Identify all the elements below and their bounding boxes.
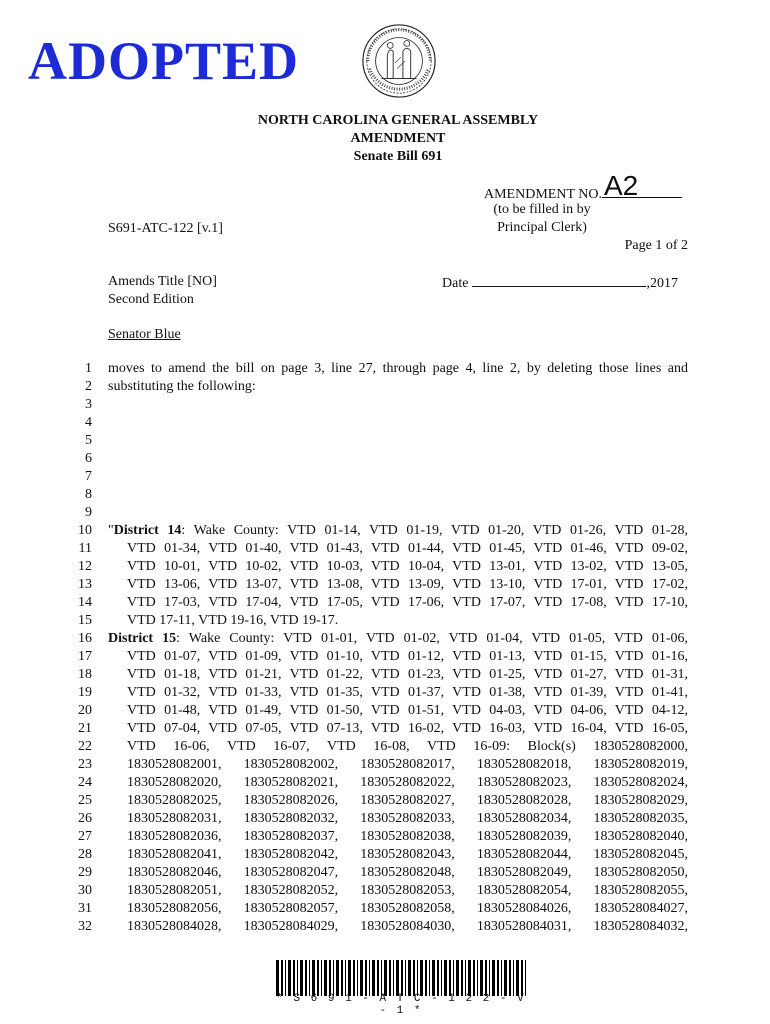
text-line-22: VTD 16-06, VTD 16-07, VTD 16-08, VTD 16-09: Block(s) 1830528082000, [127,739,688,754]
blank-line [108,450,688,468]
barcode-bar [489,960,490,996]
amendment-heading: AMENDMENT [350,131,446,146]
amendment-number-blank [602,170,682,201]
barcode-bar [429,960,430,996]
line-number: 28 [78,847,92,862]
barcode-bar [444,960,447,996]
line-number: 12 [78,559,92,574]
text-line-10 [108,522,688,540]
barcode-bar [369,960,370,996]
barcode-bar [413,960,415,996]
text-line-20: VTD 01-48, VTD 01-49, VTD 01-50, VTD 01-51, VTD 04-03, VTD 04-06, VTD 04-12, [127,703,688,718]
barcode-bar [449,960,451,996]
district-14-label: District 14 [113,523,182,538]
barcode-bar [441,960,442,996]
text-line-30: 1830528082051, 1830528082052, 1830528082053, 1830528082054, 1830528082055, [127,883,688,898]
line-number: 20 [78,703,92,718]
barcode-bar [353,960,355,996]
barcode-bar [389,960,391,996]
barcode-bar [365,960,367,996]
barcode-bar [525,960,526,996]
barcode-bar [317,960,319,996]
line-number: 6 [85,451,92,466]
barcode-bar [401,960,403,996]
barcode-bar [501,960,502,996]
edition: Second Edition [108,292,194,307]
text-line-28: 1830528082041, 1830528082042, 1830528082043, 1830528082044, 1830528082045, [127,847,688,862]
adopted-stamp: ADOPTED [28,31,300,91]
barcode-bar [312,960,315,996]
barcode-bar [453,960,454,996]
barcode-bar [324,960,327,996]
date-field [442,273,678,293]
line-number: 27 [78,829,92,844]
barcode-bar [513,960,514,996]
barcode-bar [425,960,427,996]
blank-line [108,414,688,432]
barcode-bar [408,960,411,996]
line-number: 21 [78,721,92,736]
date-blank [472,273,646,287]
barcode-bar [300,960,303,996]
barcode-bar [405,960,406,996]
barcode-bar [276,960,279,996]
line-number: 29 [78,865,92,880]
blank-line [108,432,688,450]
text-line-32: 1830528084028, 1830528084029, 1830528084030, 1830528084031, 1830528084032, [127,919,688,934]
text-line-14: VTD 17-03, VTD 17-04, VTD 17-05, VTD 17-06, VTD 17-07, VTD 17-08, VTD 17-10, [127,595,688,610]
amendment-number-label: AMENDMENT NO. [484,187,602,202]
line-number: 32 [78,919,92,934]
barcode-bar [492,960,495,996]
text-line-16 [108,630,688,648]
text-line-1: moves to amend the bill on page 3, line 27, through page 4, line 2, by deleting those lines and [108,361,688,376]
bill-code: S691-ATC-122 [v.1] [108,221,223,236]
line-number: 17 [78,649,92,664]
state-seal-icon [360,22,438,100]
text-line-25: 1830528082025, 1830528082026, 1830528082027, 1830528082028, 1830528082029, [127,793,688,808]
text-line-15: VTD 17-11, VTD 19-16, VTD 19-17. [127,613,339,628]
amendment-body [108,360,688,936]
line-number-column [44,360,92,936]
barcode-bar [360,960,363,996]
text-line-27: 1830528082036, 1830528082037, 1830528082038, 1830528082039, 1830528082040, [127,829,688,844]
line-number: 15 [78,613,92,628]
clerk-note-1: (to be filled in by [493,202,591,217]
barcode-bar [432,960,435,996]
text-line-12: VTD 10-01, VTD 10-02, VTD 10-03, VTD 10-04, VTD 13-01, VTD 13-02, VTD 13-05, [127,559,688,574]
text-line-13: VTD 13-06, VTD 13-07, VTD 13-08, VTD 13-09, VTD 13-10, VTD 17-01, VTD 17-02, [127,577,688,592]
barcode-bar [396,960,399,996]
open-quote: " [108,523,114,538]
line-number: 9 [85,505,92,520]
blank-line [108,468,688,486]
text-line-21: VTD 07-04, VTD 07-05, VTD 07-13, VTD 16-02, VTD 16-03, VTD 16-04, VTD 16-05, [127,721,688,736]
barcode-bar [293,960,295,996]
barcode-bar [288,960,291,996]
barcode-bar [341,960,343,996]
barcode-bar [497,960,499,996]
barcode-bar [336,960,339,996]
barcode-bar [504,960,507,996]
line-number: 30 [78,883,92,898]
amendment-number-value: A2 [603,170,639,201]
barcode-bar [309,960,310,996]
line-number: 26 [78,811,92,826]
barcode-icon [276,960,526,996]
line-number: 4 [85,415,92,430]
barcode-bar [461,960,463,996]
barcode-bar [305,960,307,996]
line-number: 18 [78,667,92,682]
barcode-bar [384,960,387,996]
line-number: 16 [78,631,92,646]
district-14-intro: : Wake County: VTD 01-14, VTD 01-19, VTD 01-20, VTD 01-26, VTD 01-28, [181,523,688,538]
text-line-17: VTD 01-07, VTD 01-09, VTD 01-10, VTD 01-12, VTD 01-13, VTD 01-15, VTD 01-16, [127,649,688,664]
line-number: 31 [78,901,92,916]
barcode-bar [321,960,322,996]
district-15-intro: : Wake County: VTD 01-01, VTD 01-02, VTD 01-04, VTD 01-05, VTD 01-06, [176,631,688,646]
blank-line [108,504,688,522]
barcode-bar [417,960,418,996]
barcode-bar [372,960,375,996]
barcode-bar [345,960,346,996]
barcode-bar [393,960,394,996]
barcode-bar [465,960,466,996]
text-line-18: VTD 01-18, VTD 01-21, VTD 01-22, VTD 01-23, VTD 01-25, VTD 01-27, VTD 01-31, [127,667,688,682]
line-number: 8 [85,487,92,502]
barcode-bar [420,960,423,996]
barcode-bar [329,960,331,996]
blank-line [108,486,688,504]
line-number: 3 [85,397,92,412]
line-number: 7 [85,469,92,484]
text-line-29: 1830528082046, 1830528082047, 1830528082048, 1830528082049, 1830528082050, [127,865,688,880]
barcode-caption: * S 6 9 1 - A T C - 1 2 2 - V - 1 * [276,993,526,1017]
barcode-bar [516,960,519,996]
text-line-26: 1830528082031, 1830528082032, 1830528082033, 1830528082034, 1830528082035, [127,811,688,826]
amends-title: Amends Title [NO] [108,274,217,289]
date-label: Date [442,276,469,291]
barcode-bar [480,960,483,996]
text-line-19: VTD 01-32, VTD 01-33, VTD 01-35, VTD 01-37, VTD 01-38, VTD 01-39, VTD 01-41, [127,685,688,700]
line-number: 14 [78,595,92,610]
blank-line [108,396,688,414]
line-number: 23 [78,757,92,772]
text-line-31: 1830528082056, 1830528082057, 1830528082058, 1830528084026, 1830528084027, [127,901,688,916]
barcode-bar [377,960,379,996]
bill-heading: Senate Bill 691 [353,149,443,164]
text-line-24: 1830528082020, 1830528082021, 1830528082022, 1830528082023, 1830528082024, [127,775,688,790]
barcode-bar [357,960,358,996]
line-number: 11 [78,541,92,556]
barcode-bar [509,960,511,996]
line-number: 1 [85,361,92,376]
line-number: 10 [78,523,92,538]
barcode-bar [468,960,471,996]
line-number: 5 [85,433,92,448]
barcode-bar [485,960,487,996]
barcode-bar [477,960,478,996]
barcode-bar [456,960,459,996]
barcode-bar [437,960,439,996]
text-line-11: VTD 01-34, VTD 01-40, VTD 01-43, VTD 01-44, VTD 01-45, VTD 01-46, VTD 09-02, [127,541,688,556]
barcode-bar [333,960,334,996]
line-number: 24 [78,775,92,790]
barcode-bar [473,960,475,996]
barcode-bar [297,960,298,996]
text-line-2: substituting the following: [108,379,256,394]
line-number: 25 [78,793,92,808]
page-indicator: Page 1 of 2 [624,238,688,253]
line-number: 22 [78,739,92,754]
barcode-bar [381,960,382,996]
senator-name: Senator Blue [108,327,181,342]
assembly-heading: NORTH CAROLINA GENERAL ASSEMBLY [257,113,539,128]
clerk-note-2: Principal Clerk) [497,220,587,235]
barcode-bar [281,960,283,996]
text-line-23: 1830528082001, 1830528082002, 1830528082017, 1830528082018, 1830528082019, [127,757,688,772]
barcode-bar [285,960,286,996]
barcode-bar [348,960,351,996]
district-15-label: District 15 [108,631,177,646]
date-year: ,2017 [646,276,678,291]
line-number: 19 [78,685,92,700]
barcode-bar [521,960,523,996]
line-number: 2 [85,379,92,394]
line-number: 13 [78,577,92,592]
